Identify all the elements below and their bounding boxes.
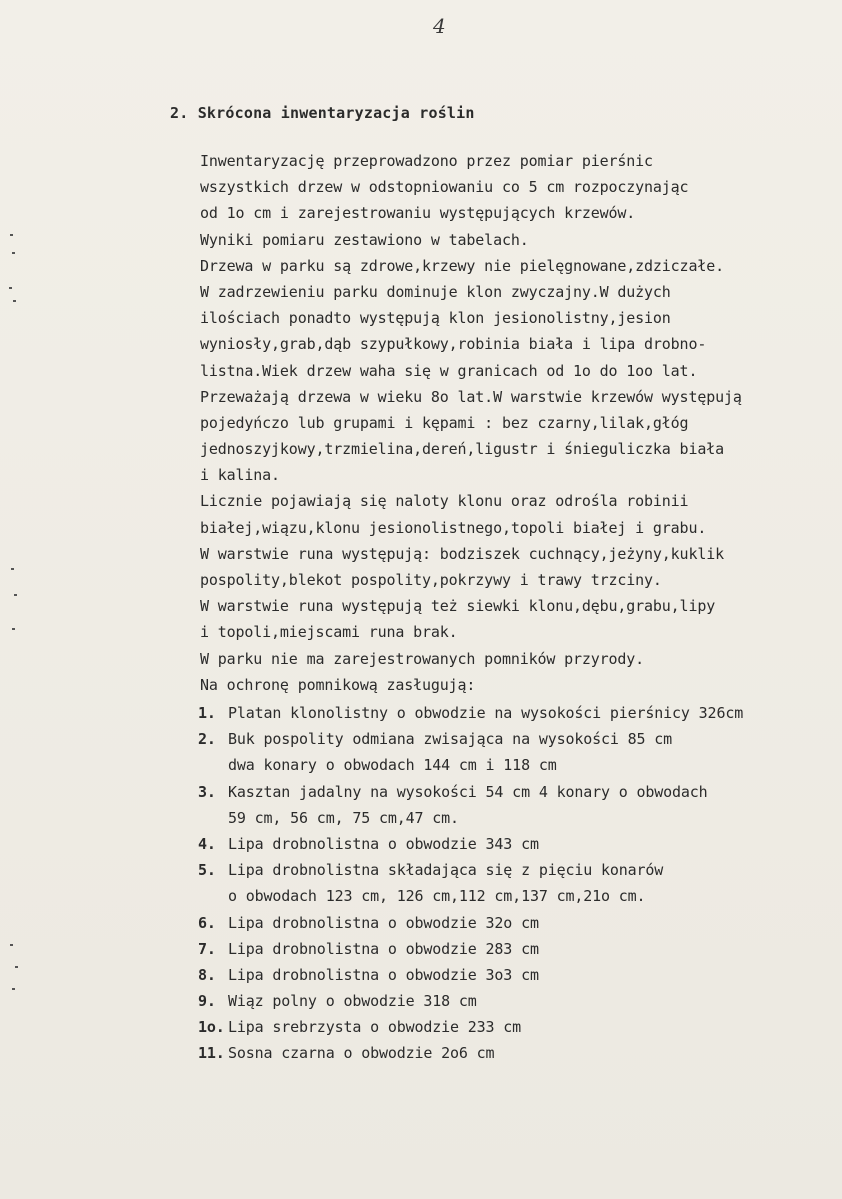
paragraph-line: Przeważają drzewa w wieku 8o lat.W warstwie krzewów występują (200, 387, 742, 406)
inventory-description (200, 148, 840, 698)
list-item-text: Sosna czarna o obwodzie 2o6 cm (228, 1044, 495, 1063)
list-item (198, 962, 838, 988)
list-item-number: 7. (198, 939, 216, 958)
list-item (198, 779, 838, 805)
list-item-text: Lipa srebrzysta o obwodzie 233 cm (228, 1018, 522, 1037)
list-item-text: Lipa drobnolistna o obwodzie 343 cm (228, 834, 539, 853)
list-item (198, 857, 838, 883)
paragraph-line: W warstwie runa występują też siewki klonu,dębu,grabu,lipy (200, 597, 716, 616)
list-item (198, 988, 838, 1014)
page-number: 4 (433, 14, 446, 38)
paragraph-line: jednoszyjkowy,trzmielina,dereń,ligustr i śnieguliczka biała (200, 440, 724, 459)
paragraph-line: i topoli,miejscami runa brak. (200, 623, 458, 642)
list-item-text: Lipa drobnolistna o obwodzie 3o3 cm (228, 965, 539, 984)
paragraph-line: Na ochronę pomnikową zasługują: (200, 675, 476, 694)
list-item (198, 910, 838, 936)
list-item (198, 700, 838, 726)
list-item-number: 6. (198, 913, 216, 932)
list-item (198, 726, 838, 752)
section-heading: 2. Skrócona inwentaryzacja roślin (170, 104, 475, 122)
list-item (198, 1014, 838, 1040)
list-item-text: Buk pospolity odmiana zwisająca na wysokości 85 cm (228, 730, 673, 749)
paragraph-line: pospolity,blekot pospolity,pokrzywy i trawy trzciny. (200, 571, 662, 589)
list-item-number: 2. (198, 730, 216, 749)
list-item-text: Lipa drobnolistna o obwodzie 283 cm (228, 939, 539, 958)
list-item-text: Lipa drobnolistna składająca się z pięciu konarów (228, 861, 664, 880)
list-item-text: Wiąz polny o obwodzie 318 cm (228, 992, 477, 1011)
paragraph-line: listna.Wiek drzew waha się w granicach od 1o do 1oo lat. (200, 361, 698, 380)
paragraph-line: pojedyńczo lub grupami i kępami : bez czarny,lilak,głóg (200, 413, 689, 432)
paragraph-line: Drzewa w parku są zdrowe,krzewy nie pielęgnowane,zdziczałe. (200, 256, 724, 275)
list-item-text: Kasztan jadalny na wysokości 54 cm 4 konary o obwodach (228, 782, 708, 801)
list-item (198, 805, 838, 831)
list-item-number: 5. (198, 861, 216, 880)
list-item-number: 1. (198, 704, 216, 722)
paragraph-line: Wyniki pomiaru zestawiono w tabelach. (200, 230, 529, 249)
paragraph-line: W warstwie runa występują: bodziszek cuchnący,jeżyny,kuklik (200, 544, 724, 563)
list-item-text: dwa konary o obwodach 144 cm i 118 cm (228, 756, 557, 775)
list-item-text: Lipa drobnolistna o obwodzie 32o cm (228, 913, 539, 932)
list-item-number: 8. (198, 965, 216, 984)
list-item-number: 9. (198, 992, 216, 1011)
monument-candidates-list (198, 700, 838, 1067)
list-item-number: 4. (198, 834, 216, 853)
paragraph-line: ilościach ponadto występują klon jesionolistny,jesion (200, 309, 671, 328)
paragraph-line: W zadrzewieniu parku dominuje klon zwyczajny.W dużych (200, 282, 671, 301)
paragraph-line: wszystkich drzew w odstopniowaniu co 5 cm rozpoczynając (200, 178, 689, 197)
paragraph-line: Inwentaryzację przeprowadzono przez pomiar pierśnic (200, 152, 653, 170)
list-item (198, 936, 838, 962)
paragraph-line: W parku nie ma zarejestrowanych pomników przyrody. (200, 649, 645, 668)
list-item-text: 59 cm, 56 cm, 75 cm,47 cm. (228, 808, 459, 827)
list-item (198, 883, 838, 909)
paragraph-line: białej,wiązu,klonu jesionolistnego,topoli białej i grabu. (200, 518, 707, 537)
list-item (198, 831, 838, 857)
list-item-number: 3. (198, 782, 216, 801)
list-item-text: Platan klonolistny o obwodzie na wysokości pierśnicy 326cm (228, 704, 744, 722)
list-item-text: o obwodach 123 cm, 126 cm,112 cm,137 cm,21o cm. (228, 887, 646, 906)
paragraph-line: i kalina. (200, 466, 280, 485)
paragraph-line: Licznie pojawiają się naloty klonu oraz odrośla robinii (200, 492, 689, 511)
paragraph-line: od 1o cm i zarejestrowaniu występujących krzewów. (200, 204, 636, 223)
list-item (198, 1040, 838, 1066)
paragraph-line: wyniosły,grab,dąb szypułkowy,robinia biała i lipa drobno- (200, 335, 707, 354)
list-item-number: 1o. (198, 1018, 225, 1037)
list-item (198, 752, 838, 778)
list-item-number: 11. (198, 1044, 225, 1063)
